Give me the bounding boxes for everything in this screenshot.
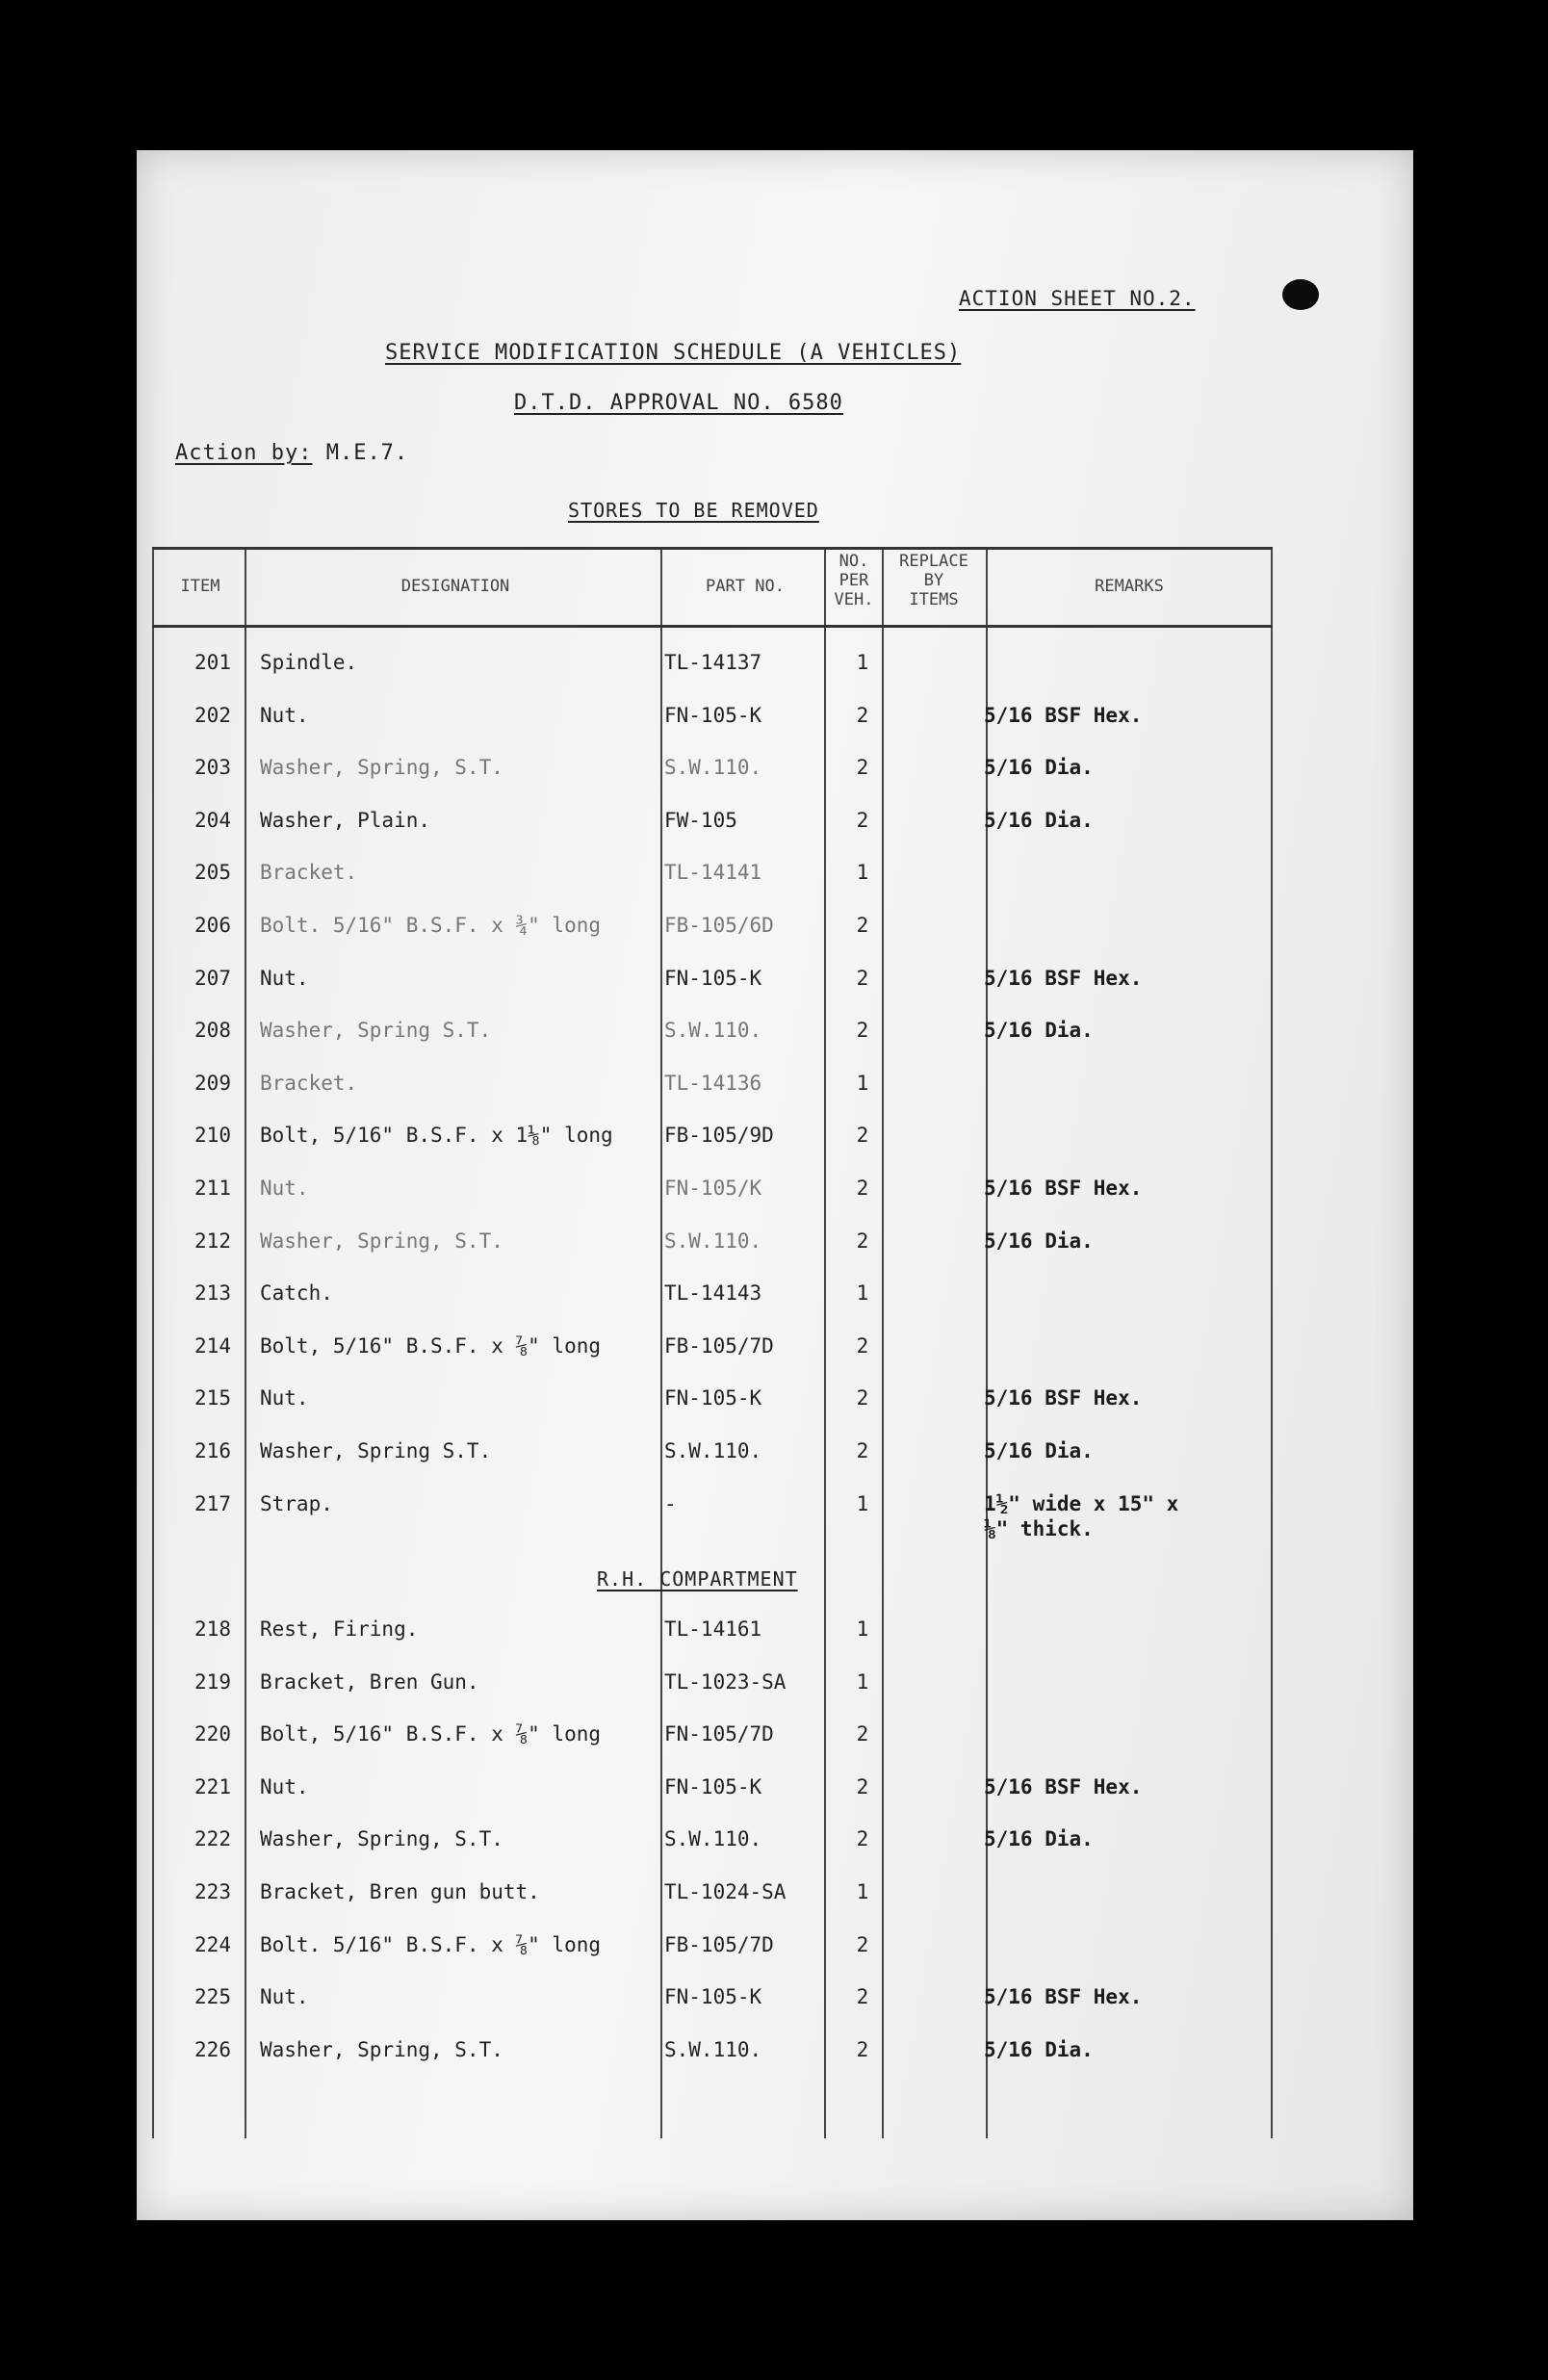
designation-cell: Washer, Spring, S.T. (260, 1229, 503, 1253)
action-by-label: Action by: (175, 441, 313, 465)
table-row (137, 704, 1413, 742)
qty-cell: 1 (856, 1491, 869, 1515)
item-cell: 207 (194, 966, 231, 990)
qty-cell: 1 (856, 1281, 869, 1306)
table-row (137, 1722, 1413, 1761)
remarks-cell: 5/16 BSF Hex. (984, 1177, 1143, 1200)
item-cell: 218 (194, 1617, 231, 1641)
part-no-cell: S.W.110. (664, 1019, 762, 1043)
item-cell: 206 (194, 914, 231, 937)
designation-cell: Bolt, 5/16" B.S.F. x ⅞" long (260, 1722, 602, 1746)
designation-cell: Nut. (260, 1177, 309, 1200)
remarks-cell: 5/16 BSF Hex. (984, 1386, 1143, 1410)
designation-cell: Nut. (260, 1774, 309, 1798)
table-row (137, 1072, 1413, 1110)
remarks-cell: 5/16 Dia. (984, 1827, 1094, 1851)
action-sheet-number: ACTION SHEET NO.2. (959, 287, 1196, 310)
designation-cell: Nut. (260, 966, 309, 990)
designation-cell: Washer, Spring, S.T. (260, 756, 503, 780)
designation-cell: Strap. (260, 1491, 333, 1515)
item-cell: 225 (194, 1985, 231, 2009)
item-cell: 217 (194, 1491, 231, 1515)
designation-cell: Bolt, 5/16" B.S.F. x ⅞" long (260, 1333, 602, 1358)
qty-cell: 2 (856, 1019, 869, 1043)
qty-cell: 2 (856, 1439, 869, 1462)
designation-cell: Washer, Plain. (260, 808, 431, 832)
item-cell: 222 (194, 1827, 231, 1851)
item-cell: 201 (194, 651, 231, 674)
designation-cell: Spindle. (260, 651, 358, 674)
designation-cell: Washer, Spring, S.T. (260, 1827, 503, 1851)
table-row (137, 861, 1413, 899)
part-no-cell: TL-14141 (664, 861, 762, 885)
document-sheet (137, 150, 1413, 2220)
part-no-cell: S.W.110. (664, 1439, 762, 1462)
item-cell: 215 (194, 1386, 231, 1410)
table-row (137, 1985, 1413, 2024)
qty-cell: 2 (856, 914, 869, 937)
qty-cell: 2 (856, 808, 869, 832)
header-part-no: PART NO. (706, 577, 785, 596)
header-designation: DESIGNATION (400, 577, 510, 596)
item-cell: 204 (194, 808, 231, 832)
section-stores-removed: STORES TO BE REMOVED (568, 499, 819, 522)
qty-cell: 2 (856, 756, 869, 780)
designation-cell: Bolt. 5/16" B.S.F. x ⅞" long (260, 1932, 602, 1956)
item-cell: 205 (194, 861, 231, 885)
table-row (137, 1281, 1413, 1320)
part-no-cell: S.W.110. (664, 1827, 762, 1851)
qty-cell: 2 (856, 1985, 869, 2009)
item-cell: 219 (194, 1669, 231, 1694)
qty-cell: 2 (856, 2037, 869, 2061)
table-row (137, 914, 1413, 952)
qty-cell: 1 (856, 1617, 869, 1641)
table-row (137, 1775, 1413, 1814)
part-no-cell: FW-105 (664, 808, 737, 832)
designation-cell: Bracket, Bren gun butt. (260, 1880, 540, 1903)
table-row (137, 809, 1413, 847)
item-cell: 203 (194, 756, 231, 780)
part-no-cell: TL-14136 (664, 1071, 762, 1095)
part-no-cell: FB-105/6D (664, 914, 774, 937)
header-item: ITEM (180, 577, 220, 596)
qty-cell: 2 (856, 1333, 869, 1358)
part-no-cell: FN-105/K (664, 1177, 762, 1200)
item-cell: 223 (194, 1880, 231, 1903)
part-no-cell: FB-105/9D (664, 1124, 774, 1148)
qty-cell: 2 (856, 1827, 869, 1851)
remarks-cell: 5/16 Dia. (984, 1019, 1094, 1043)
part-no-cell: S.W.110. (664, 1229, 762, 1253)
remarks-cell: 5/16 Dia. (984, 808, 1094, 832)
item-cell: 208 (194, 1019, 231, 1043)
table-row (137, 1124, 1413, 1162)
table-row (137, 1491, 1413, 1540)
qty-cell: 1 (856, 1880, 869, 1903)
designation-cell: Rest, Firing. (260, 1617, 419, 1641)
item-cell: 213 (194, 1281, 231, 1306)
part-no-cell: TL-14143 (664, 1281, 762, 1306)
item-cell: 216 (194, 1439, 231, 1462)
part-no-cell: FN-105-K (664, 1985, 762, 2009)
remarks-cell: 5/16 BSF Hex. (984, 1774, 1143, 1798)
part-no-cell: TL-1023-SA (664, 1669, 787, 1694)
part-no-cell: S.W.110. (664, 2037, 762, 2061)
table-row (137, 756, 1413, 794)
part-no-cell: TL-14161 (664, 1617, 762, 1641)
qty-cell: 1 (856, 861, 869, 885)
qty-cell: 2 (856, 1386, 869, 1410)
designation-cell: Bracket. (260, 1071, 358, 1095)
qty-cell: 1 (856, 1071, 869, 1095)
item-cell: 214 (194, 1333, 231, 1358)
part-no-cell: FN-105-K (664, 966, 762, 990)
designation-cell: Washer, Spring S.T. (260, 1439, 492, 1462)
table-row (137, 1933, 1413, 1972)
designation-cell: Bolt, 5/16" B.S.F. x 1⅛" long (260, 1124, 613, 1148)
designation-cell: Nut. (260, 1386, 309, 1410)
remarks-cell: 5/16 Dia. (984, 1229, 1094, 1253)
part-no-cell: FB-105/7D (664, 1333, 774, 1358)
designation-cell: Nut. (260, 703, 309, 727)
item-cell: 224 (194, 1932, 231, 1956)
table-row (137, 651, 1413, 689)
remarks-cell: 5/16 Dia. (984, 756, 1094, 780)
item-cell: 210 (194, 1124, 231, 1148)
part-no-cell: FN-105-K (664, 703, 762, 727)
designation-cell: Catch. (260, 1281, 333, 1306)
item-cell: 221 (194, 1774, 231, 1798)
part-no-cell: S.W.110. (664, 756, 762, 780)
qty-cell: 2 (856, 1722, 869, 1746)
table-row (137, 1334, 1413, 1373)
remarks-cell: 5/16 BSF Hex. (984, 703, 1143, 727)
designation-cell: Bracket, Bren Gun. (260, 1669, 479, 1694)
table-row (137, 1827, 1413, 1866)
item-cell: 211 (194, 1177, 231, 1200)
designation-cell: Nut. (260, 1985, 309, 2009)
qty-cell: 2 (856, 703, 869, 727)
table-row (137, 967, 1413, 1005)
item-cell: 226 (194, 2037, 231, 2061)
section-rh-compartment: R.H. COMPARTMENT (597, 1567, 798, 1591)
remarks-cell-line2: ⅛" thick. (984, 1516, 1094, 1540)
table-row (137, 1617, 1413, 1656)
part-no-cell: FB-105/7D (664, 1932, 774, 1956)
remarks-cell: 5/16 BSF Hex. (984, 1985, 1143, 2009)
part-no-cell: FN-105-K (664, 1386, 762, 1410)
table-row (137, 2038, 1413, 2077)
header-remarks: REMARKS (1095, 577, 1164, 596)
table-row (137, 1386, 1413, 1425)
item-cell: 209 (194, 1071, 231, 1095)
qty-cell: 2 (856, 1177, 869, 1200)
qty-cell: 1 (856, 1669, 869, 1694)
table-row (137, 1880, 1413, 1919)
designation-cell: Bolt. 5/16" B.S.F. x ¾" long (260, 914, 602, 937)
designation-cell: Washer, Spring, S.T. (260, 2037, 503, 2061)
qty-cell: 2 (856, 1124, 869, 1148)
header-no-per-veh: NO. PER VEH. (834, 552, 874, 609)
table-row (137, 1229, 1413, 1268)
remarks-cell: 1½" wide x 15" x (984, 1491, 1179, 1515)
item-cell: 202 (194, 703, 231, 727)
table-rows (137, 150, 1413, 2220)
part-no-cell: FN-105-K (664, 1774, 762, 1798)
qty-cell: 1 (856, 651, 869, 674)
item-cell: 212 (194, 1229, 231, 1253)
remarks-cell: 5/16 Dia. (984, 1439, 1094, 1462)
table-row (137, 1439, 1413, 1478)
part-no-cell: TL-14137 (664, 651, 762, 674)
qty-cell: 2 (856, 966, 869, 990)
action-by-value: M.E.7. (325, 441, 409, 465)
qty-cell: 2 (856, 1229, 869, 1253)
designation-cell: Washer, Spring S.T. (260, 1019, 492, 1043)
header-replace-by: REPLACE BY ITEMS (899, 552, 968, 609)
table-row (137, 1670, 1413, 1709)
part-no-cell: - (664, 1491, 677, 1515)
qty-cell: 2 (856, 1932, 869, 1956)
approval-number: D.T.D. APPROVAL NO. 6580 (514, 391, 843, 415)
part-no-cell: FN-105/7D (664, 1722, 774, 1746)
qty-cell: 2 (856, 1774, 869, 1798)
table-row (137, 1019, 1413, 1057)
designation-cell: Bracket. (260, 861, 358, 885)
item-cell: 220 (194, 1722, 231, 1746)
remarks-cell: 5/16 Dia. (984, 2037, 1094, 2061)
remarks-cell: 5/16 BSF Hex. (984, 966, 1143, 990)
part-no-cell: TL-1024-SA (664, 1880, 787, 1903)
table-row (137, 1177, 1413, 1215)
document-title: SERVICE MODIFICATION SCHEDULE (A VEHICLES) (385, 341, 962, 365)
